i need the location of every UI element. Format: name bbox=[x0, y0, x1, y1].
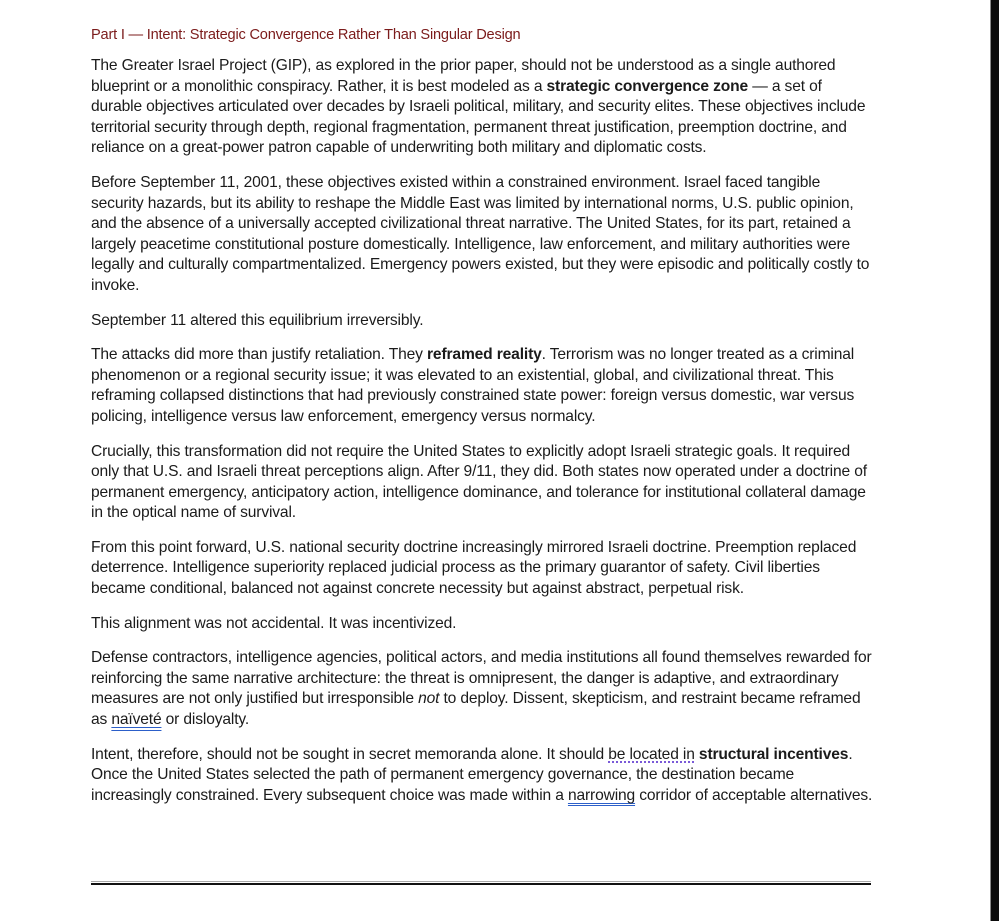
bold-term: reframed reality bbox=[427, 346, 542, 364]
text-run: . Terrorism was no longer treated as a criminal phenomenon or a regional security issue; it was elevated to an existential, global, and civilizational threat. This reframing collapsed distinctions that had previously constrained state power: foreign versus domestic, war versus policing, intelligence versus law enforcement, emergency versus normalcy. bbox=[91, 346, 855, 425]
grammar-flag-be-located-in[interactable]: be located in bbox=[608, 745, 695, 763]
paragraph-narrative-architecture bbox=[91, 648, 873, 730]
document-body[interactable] bbox=[91, 26, 873, 820]
text-run: Defense contractors, intelligence agencies, political actors, and media institutions all found themselves rewarded for reinforcing the same narrative architecture: the threat is omnipresent, the danger is adaptive, and extraordinary measures are not only justified but irresponsible bbox=[91, 649, 872, 708]
window-edge bbox=[990, 0, 999, 921]
text-run: or disloyalty. bbox=[161, 711, 250, 729]
paragraph-threat-alignment: Crucially, this transformation did not require the United States to explicitly adopt Israeli strategic goals. It required only that U.S. and Israeli threat perceptions align. After 9/11, they did. Both states now operated under a doctrine of permanent emergency, anticipatory action, intelligence dominance, and tolerance for institutional collateral damage in the optical name of survival. bbox=[91, 442, 867, 522]
horizontal-rule bbox=[91, 881, 871, 885]
text-run: to deploy. Dissent, skepticism, and restraint became reframed as bbox=[91, 690, 861, 729]
paragraph-reframed-reality bbox=[91, 345, 873, 427]
text-run: — a set of durable objectives articulated over decades by Israeli political, military, and security elites. These objectives include territorial security through depth, regional fragmentation, permanent threat justification, preemption doctrine, and reliance on a great-power patron capable of underwriting both military and diplomatic costs. bbox=[91, 77, 866, 157]
text-run: Intent, therefore, should not be sought in secret memoranda alone. It should bbox=[91, 745, 609, 763]
paragraph-incentivized: This alignment was not accidental. It was incentivized. bbox=[91, 614, 457, 632]
spelling-flag-naivete[interactable]: naïveté bbox=[111, 711, 162, 729]
paragraph-doctrine-mirror: From this point forward, U.S. national security doctrine increasingly mirrored Israeli doctrine. Preemption replaced deterrence. Intelligence superiority replaced judicial process as the primary guarantor of safety. Civil liberties became conditional, balanced not against concrete necessity but against abstract, perpetual risk. bbox=[91, 538, 857, 598]
bold-term: structural incentives bbox=[698, 745, 849, 763]
text-run: The attacks did more than justify retaliation. They bbox=[91, 346, 428, 364]
paragraph-gip-intro bbox=[91, 56, 873, 159]
paragraph-pre-911: Before September 11, 2001, these objectives existed within a constrained environment. Israel faced tangible security hazards, but its ability to reshape the Middle East was limited by international norms, U.S. public opinion, and the absence of a universally accepted civilizational threat narrative. The United States, for its part, retained a largely peacetime constitutional posture domestically. Intelligence, law enforcement, and military authorities were legally and culturally compartmentalized. Emergency powers existed, but they were episodic and politically costly to invoke. bbox=[91, 173, 870, 294]
paragraph-structural-incentives bbox=[91, 745, 873, 807]
paragraph-equilibrium: September 11 altered this equilibrium irreversibly. bbox=[91, 311, 424, 329]
bold-term: strategic convergence zone bbox=[546, 77, 749, 95]
section-heading: Part I — Intent: Strategic Convergence Rather Than Singular Design bbox=[91, 27, 521, 43]
text-run: . Once the United States selected the path of permanent emergency governance, the destination became increasingly constrained. Every subsequent choice was made within a bbox=[91, 745, 853, 804]
spelling-flag-narrowing[interactable]: narrowing bbox=[567, 786, 636, 804]
italic-term: not bbox=[418, 690, 440, 708]
text-run: corridor of acceptable alternatives. bbox=[635, 786, 873, 804]
text-run: The Greater Israel Project (GIP), as explored in the prior paper, should not be understood as a single authored blueprint or a monolithic conspiracy. Rather, it is best modeled as a bbox=[91, 57, 836, 95]
